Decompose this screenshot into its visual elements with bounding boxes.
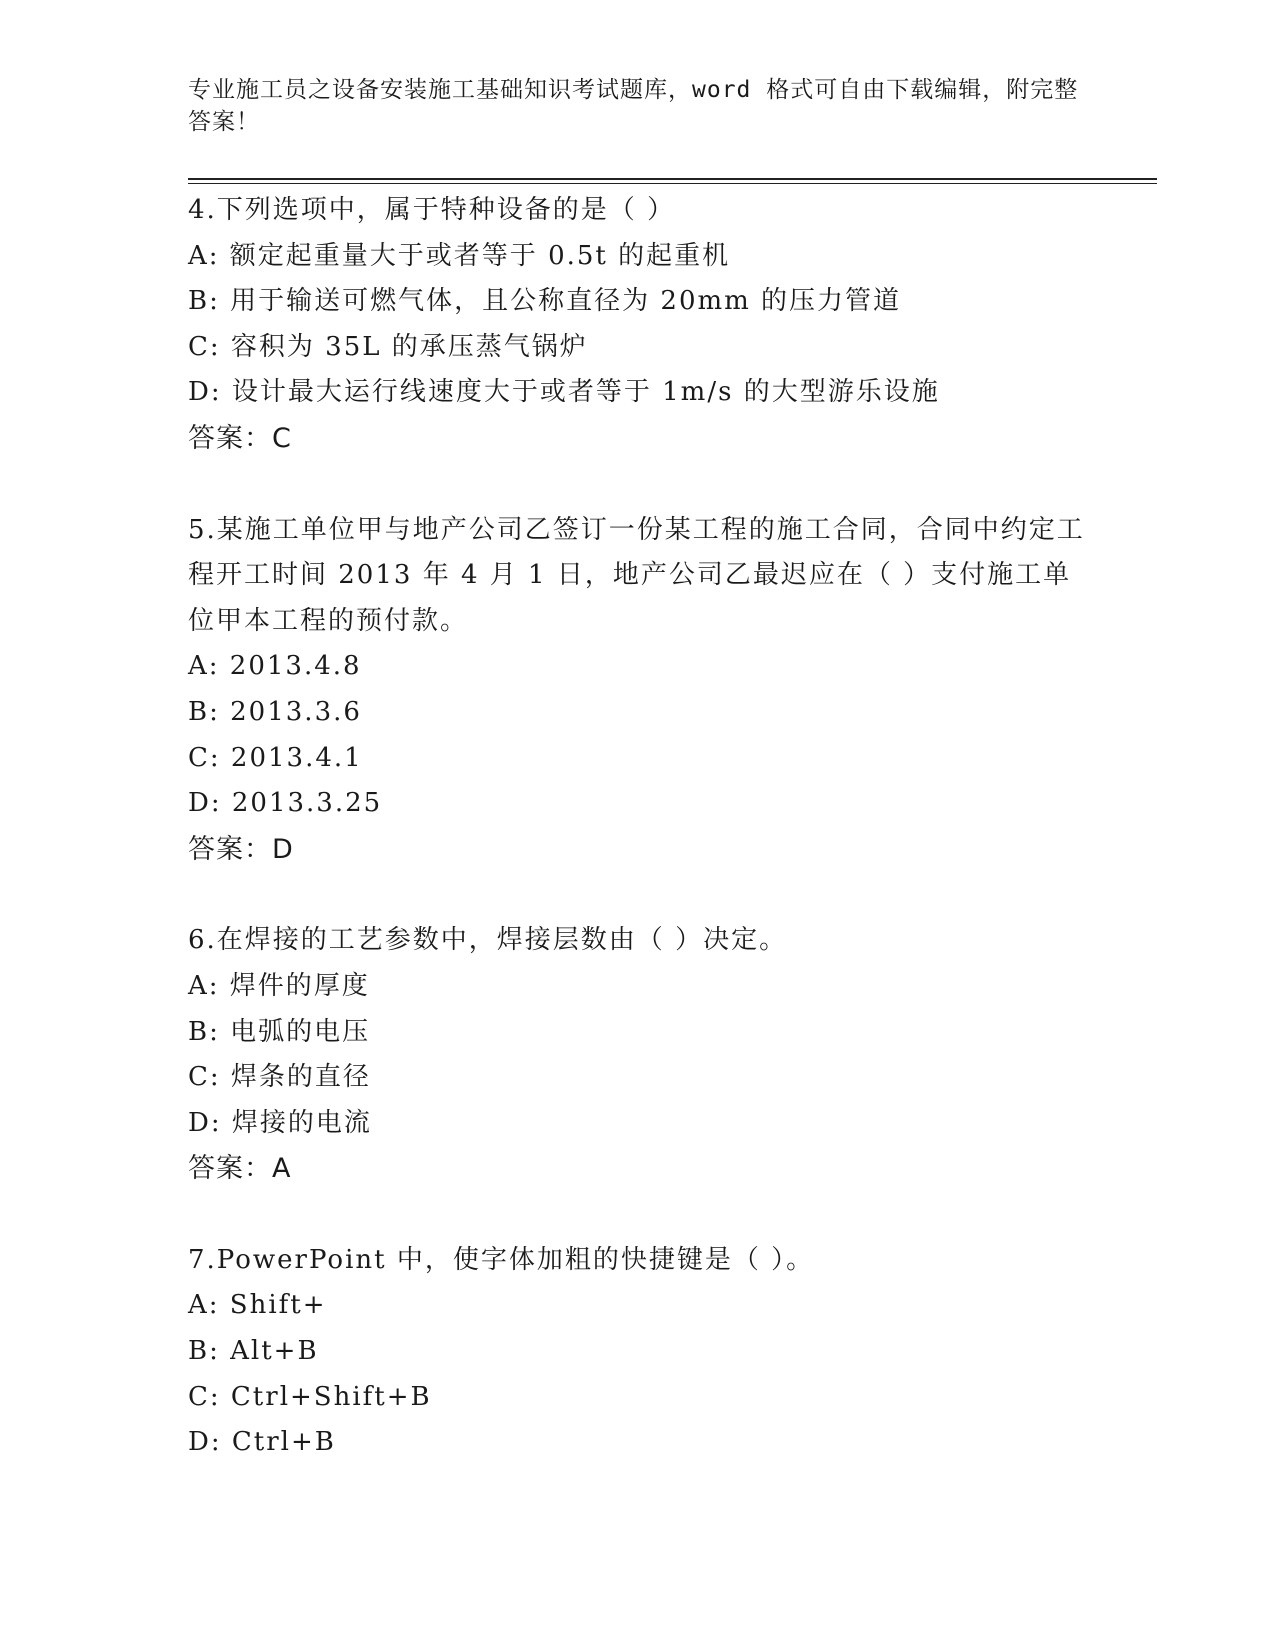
question-stem: 5.某施工单位甲与地产公司乙签订一份某工程的施工合同，合同中约定工程开工时间 2013 年 4 月 1 日，地产公司乙最迟应在（ ）支付施工单位甲本工程的预付款。 [188,514,1085,636]
option-d: D: 设计最大运行线速度大于或者等于 1m/s 的大型游乐设施 [188,377,940,408]
option-b: B: Alt+B [188,1336,319,1367]
option-c: C: 焊条的直径 [188,1062,371,1093]
question-stem: 4.下列选项中，属于特种设备的是（ ） [188,195,676,225]
option-b: B: 用于输送可燃气体，且公称直径为 20mm 的压力管道 [188,286,902,317]
option-b: B: 2013.3.6 [188,696,362,727]
document-header: 专业施工员之设备安装施工基础知识考试题库，word 格式可自由下载编辑，附完整答案！ [188,77,1079,135]
question-list [188,188,1088,1512]
question-stem: 7.PowerPoint 中，使字体加粗的快捷键是（ ）。 [188,1244,815,1275]
option-b: B: 电弧的电压 [188,1016,371,1047]
option-c: C: 2013.4.1 [188,742,363,773]
header-divider-thin [188,183,1157,184]
option-c: C: 容积为 35L 的承压蒸气锅炉 [188,331,588,362]
answer: 答案：A [188,1153,292,1185]
answer: 答案：D [188,833,294,865]
question-7 [188,1238,1088,1466]
option-a: A: 焊件的厚度 [188,970,370,1001]
option-a: A: 额定起重量大于或者等于 0.5t 的起重机 [188,240,731,271]
header-divider-thick [188,178,1157,180]
option-a: A: Shift+ [188,1290,327,1321]
option-c: C: Ctrl+Shift+B [188,1381,432,1412]
question-5 [188,508,1088,873]
option-d: D: Ctrl+B [188,1427,336,1458]
option-d: D: 焊接的电流 [188,1107,372,1138]
option-a: A: 2013.4.8 [188,651,362,682]
option-d: D: 2013.3.25 [188,788,383,819]
question-stem: 6.在焊接的工艺参数中，焊接层数由（ ）决定。 [188,925,788,956]
question-6 [188,918,1088,1192]
answer: 答案：C [188,422,292,454]
question-4 [188,188,1088,462]
